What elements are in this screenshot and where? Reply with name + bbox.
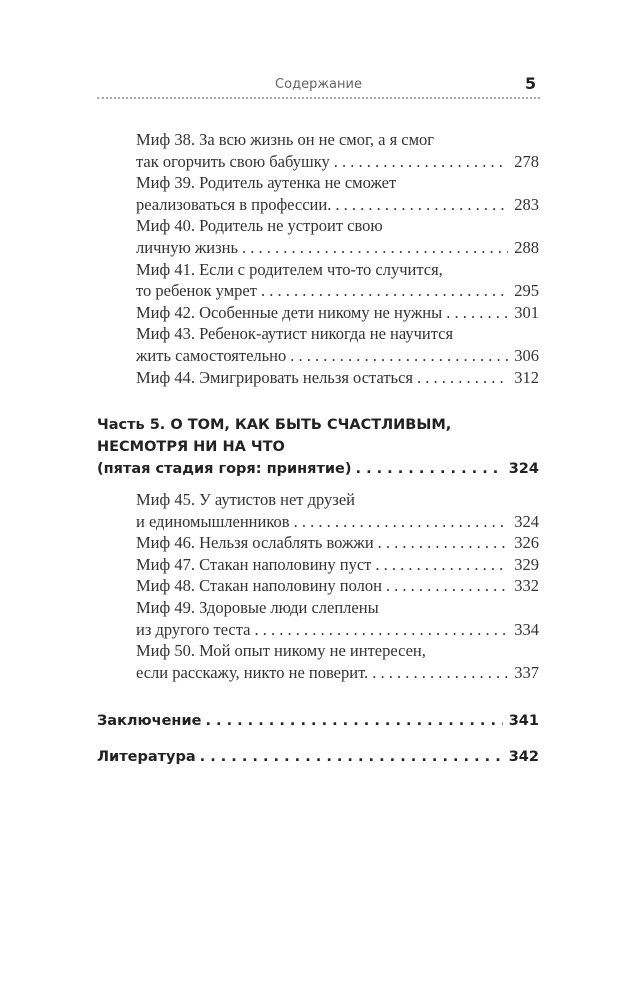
dot-leader [242, 237, 508, 259]
toc-entry-line [136, 194, 539, 216]
toc-entry-page: 326 [514, 533, 539, 553]
toc-entry-page: 324 [514, 511, 539, 531]
toc-entry-text: если расскажу, никто не поверит. [136, 662, 369, 682]
running-header-title: Содержание [275, 77, 362, 92]
toc-entry-line [97, 458, 539, 480]
toc-entry[interactable] [136, 554, 539, 576]
toc-entry-page: 301 [514, 302, 539, 322]
toc-entry-line [136, 345, 539, 367]
dot-leader [205, 710, 502, 732]
toc-entry[interactable] [136, 302, 539, 324]
toc-entry-text: реализоваться в профессии. [136, 194, 332, 214]
toc-entry-text: Миф 41. Если с родителем что-то случится, [136, 259, 443, 279]
toc-entry-line [136, 575, 539, 597]
toc-conclusion [97, 710, 539, 732]
toc-entry-line [136, 280, 539, 302]
toc-entry-text: и единомышленников [136, 511, 290, 531]
toc-entry-line [136, 597, 539, 619]
dot-leader [372, 662, 508, 684]
toc-entry-line [136, 662, 539, 684]
toc-entry-text: Миф 39. Родитель аутенка не сможет [136, 173, 397, 193]
toc-entry[interactable] [136, 259, 539, 302]
toc-entry-text: НЕСМОТРЯ НИ НА ЧТО [97, 439, 285, 455]
toc-entry-page: 283 [514, 194, 539, 214]
toc-entry-line [97, 436, 539, 458]
toc-entry-line [136, 237, 539, 259]
toc-entry-text: Миф 47. Стакан наполовину пуст [136, 554, 372, 574]
toc-entry-page: 329 [514, 554, 539, 574]
toc-entry[interactable] [136, 489, 539, 532]
toc-entry-line [136, 367, 539, 389]
toc-entry[interactable] [136, 597, 539, 640]
toc-entry-page: 337 [514, 662, 539, 682]
header-divider [97, 97, 540, 99]
toc-entry-page: 288 [514, 237, 539, 257]
toc-entry-page: 342 [508, 749, 539, 765]
toc-entry[interactable] [136, 323, 539, 366]
dot-leader [334, 151, 509, 173]
dot-leader [261, 280, 508, 302]
dot-leader [335, 194, 508, 216]
toc-entry[interactable] [136, 129, 539, 172]
toc-entry-line [97, 746, 539, 768]
toc-entry[interactable] [97, 414, 539, 480]
toc-entry-page: 332 [514, 576, 539, 596]
toc-entry-line [136, 172, 539, 194]
toc-entry-page: 295 [514, 281, 539, 301]
dot-leader [417, 367, 508, 389]
toc-entry-text: то ребенок умрет [136, 281, 257, 301]
toc-entry-line [136, 323, 539, 345]
dot-leader [375, 554, 508, 576]
toc-section-myths-38-44 [136, 129, 539, 388]
toc-entry-text: Миф 42. Особенные дети никому не нужны [136, 302, 443, 322]
dot-leader [255, 619, 509, 641]
toc-entry-line [136, 151, 539, 173]
toc-section-myths-45-50 [136, 489, 539, 683]
toc-entry[interactable] [97, 746, 539, 768]
toc-entry-text: Литература [97, 749, 196, 765]
toc-entry-line [136, 489, 539, 511]
toc-entry[interactable] [136, 640, 539, 683]
toc-entry-text: так огорчить свою бабушку [136, 151, 330, 171]
page-number: 5 [525, 74, 537, 93]
toc-entry-text: Миф 49. Здоровые люди слеплены [136, 597, 379, 617]
toc-entry-line [136, 302, 539, 324]
toc-entry[interactable] [136, 172, 539, 215]
dot-leader [290, 345, 508, 367]
toc-entry-text: Миф 40. Родитель не устроит свою [136, 216, 383, 236]
toc-entry-page: 306 [514, 345, 539, 365]
dot-leader [446, 302, 508, 324]
dot-leader [356, 458, 503, 480]
toc-entry-text: Миф 43. Ребенок-аутист никогда не научится [136, 324, 454, 344]
toc-entry-page: 324 [508, 461, 539, 477]
toc-entry-text: личную жизнь [136, 237, 238, 257]
toc-entry[interactable] [136, 215, 539, 258]
toc-entry-line [97, 414, 539, 436]
toc-entry-text: Заключение [97, 713, 202, 729]
toc-entry-line [136, 259, 539, 281]
toc-entry-text: Миф 48. Стакан наполовину полон [136, 576, 382, 596]
toc-entry-line [136, 640, 539, 662]
dot-leader [386, 575, 508, 597]
toc-entry[interactable] [97, 710, 539, 732]
toc-entry-text: (пятая стадия горя: принятие) [97, 461, 352, 477]
toc-entry-text: Миф 44. Эмигрировать нельзя остаться [136, 367, 413, 387]
toc-entry-page: 334 [514, 619, 539, 639]
toc-entry[interactable] [136, 367, 539, 389]
toc-part-5 [97, 414, 539, 480]
toc-entry-line [136, 511, 539, 533]
toc-entry-page: 278 [514, 151, 539, 171]
toc-entry-line [136, 554, 539, 576]
toc-entry-line [136, 619, 539, 641]
toc-entry-text: Часть 5. О ТОМ, КАК БЫТЬ СЧАСТЛИВЫМ, [97, 417, 452, 433]
toc-entry-text: Миф 45. У аутистов нет друзей [136, 490, 355, 509]
toc-entry-line [97, 710, 539, 732]
toc-entry-page: 312 [514, 367, 539, 387]
dot-leader [294, 511, 509, 533]
toc-entry-text: Миф 46. Нельзя ослаблять вожжи [136, 533, 374, 553]
toc-entry[interactable] [136, 575, 539, 597]
toc-entry-text: Миф 38. За всю жизнь он не смог, а я смог [136, 130, 435, 149]
toc-entry-text: жить самостоятельно [136, 345, 287, 365]
toc-literature [97, 746, 539, 768]
dot-leader [200, 746, 503, 768]
toc-entry-line [136, 215, 539, 237]
toc-entry-page: 341 [508, 713, 539, 729]
toc-entry-line [136, 129, 539, 151]
toc-entry[interactable] [136, 532, 539, 554]
toc-entry-line [136, 532, 539, 554]
toc-entry-text: Миф 50. Мой опыт никому не интересен, [136, 641, 426, 661]
toc-entry-text: из другого теста [136, 619, 251, 639]
dot-leader [378, 532, 509, 554]
